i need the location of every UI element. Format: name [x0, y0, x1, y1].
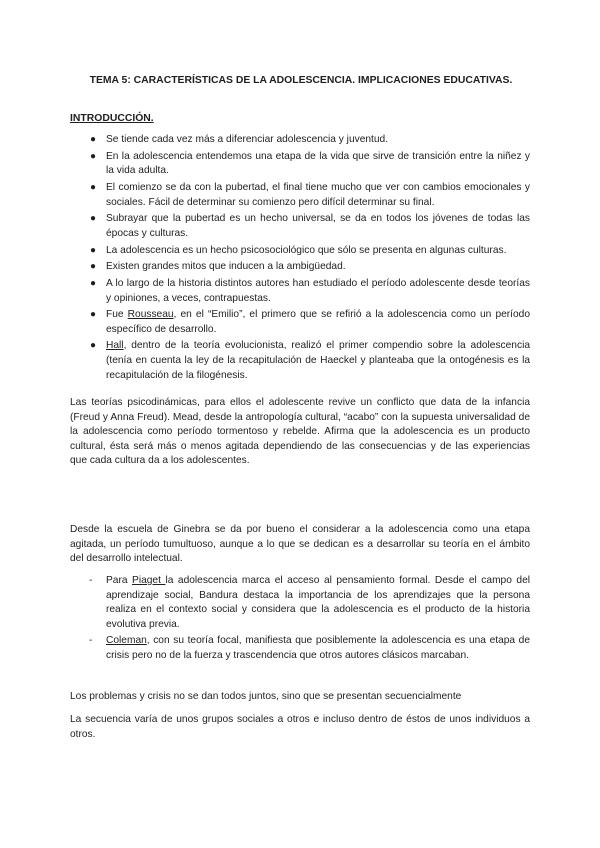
- bullet-icon: ●: [90, 134, 97, 145]
- list-item: [70, 574, 530, 632]
- dash-text: , con su teoría focal, manifiesta que posiblemente la adolescencia es una etapa de crisis pero no de la fuerza y trascendencia que otros autores clásicos marcaban.: [106, 635, 530, 661]
- bullet-text: La adolescencia es un hecho psicosociológico que sólo se presenta en algunas culturas.: [106, 244, 507, 256]
- bullet-text: Se tiende cada vez más a diferenciar adolescencia y juventud.: [106, 134, 389, 145]
- bullet-icon: ●: [90, 213, 97, 225]
- bullet-icon: ●: [90, 181, 97, 193]
- bullet-text: En la adolescencia entendemos una etapa de la vida que sirve de transición entre la niñez y la vida adulta.: [106, 150, 530, 177]
- author-name-coleman: Coleman: [106, 635, 147, 647]
- paragraph-psicodinamicas: Las teorías psicodinámicas, para ellos el adolescente revive un conflicto que data de la infancia (Freud y Anna Freud). Mead, desde la antropología cultural, “acabo” con la supuesta universalidad de la adolescencia como período tormentoso y rebelde. Afirma que la adolescencia es un producto cultural, ésta será más o menos agitada dependiendo de las consecuencias y de las experiencias que cada cultura da a los adolescentes.: [70, 397, 530, 467]
- dash-icon: -: [89, 575, 93, 586]
- list-item: [70, 634, 530, 663]
- bullet-text: , en el “Emilio”, el primero que se refirió a la adolescencia como un período específico de desarrollo.: [106, 309, 531, 335]
- author-name-rousseau: Rousseau: [127, 309, 174, 321]
- bullet-icon: ●: [90, 261, 97, 273]
- bullet-prefix: Fue: [106, 309, 128, 321]
- bullet-icon: ●: [90, 277, 97, 289]
- list-item: [70, 181, 530, 210]
- list-item: [70, 150, 530, 179]
- intro-bullet-list: [70, 133, 530, 385]
- list-item: [70, 244, 530, 259]
- paragraph-secuencia: La secuencia varía de unos grupos sociales a otros e incluso dentro de éstos de unos individuos a otros.: [70, 714, 530, 740]
- list-item: [70, 308, 530, 337]
- list-item: [70, 277, 530, 306]
- authors-dash-list: [70, 574, 530, 666]
- dash-prefix: Para: [106, 575, 133, 586]
- bullet-text: Subrayar que la pubertad es un hecho universal, se da en todos los jóvenes de todas las épocas y culturas.: [106, 213, 530, 239]
- bullet-text: A lo largo de la historia distintos autores han estudiado el período adolescente desde teorías y opiniones, a veces, contrapuestas.: [106, 277, 530, 304]
- author-name-hall: Hall: [106, 340, 124, 352]
- section-heading-introduccion: INTRODUCCIÓN.: [70, 113, 154, 124]
- bullet-icon: ●: [90, 150, 97, 162]
- bullet-icon: ●: [90, 309, 97, 321]
- dash-icon: -: [89, 635, 93, 647]
- bullet-text: Existen grandes mitos que inducen a la ambigüedad.: [106, 261, 346, 273]
- bullet-icon: ●: [90, 340, 97, 352]
- paragraph-escuela-ginebra: Desde la escuela de Ginebra se da por bueno el considerar a la adolescencia como una etapa agitada, un período tumultuoso, aunque a lo que se dedican es a desarrollar su teoría en el ámbito del desarrollo intelectual.: [70, 524, 530, 565]
- list-item: [70, 339, 530, 383]
- author-name-piaget: Piaget: [132, 575, 166, 586]
- bullet-text: , dentro de la teoría evolucionista, realizó el primer compendio sobre la adolescencia (tenía en cuenta la ley de la recapitulación de Haeckel y planteaba que la ontogénesis es la recapitulación de la filogénesis.: [106, 340, 530, 381]
- document-title: TEMA 5: CARACTERÍSTICAS DE LA ADOLESCENCIA. IMPLICACIONES EDUCATIVAS.: [89, 75, 513, 86]
- list-item: [70, 260, 530, 275]
- dash-text: la adolescencia marca el acceso al pensamiento formal. Desde el campo del aprendizaje social, Bandura destaca la importancia de los aprendizajes que la persona realiza en el contexto social y considera que la adolescencia es el producto de la historia evolutiva previa.: [106, 575, 530, 630]
- bullet-text: El comienzo se da con la pubertad, el final tiene mucho que ver con cambios emocionales y sociales. Fácil de determinar su comienzo pero difícil determinar su final.: [106, 181, 530, 208]
- bullet-icon: ●: [90, 244, 97, 256]
- paragraph-problemas: Los problemas y crisis no se dan todos juntos, sino que se presentan secuencialmente: [70, 691, 462, 702]
- list-item: [70, 133, 530, 148]
- list-item: [70, 212, 530, 241]
